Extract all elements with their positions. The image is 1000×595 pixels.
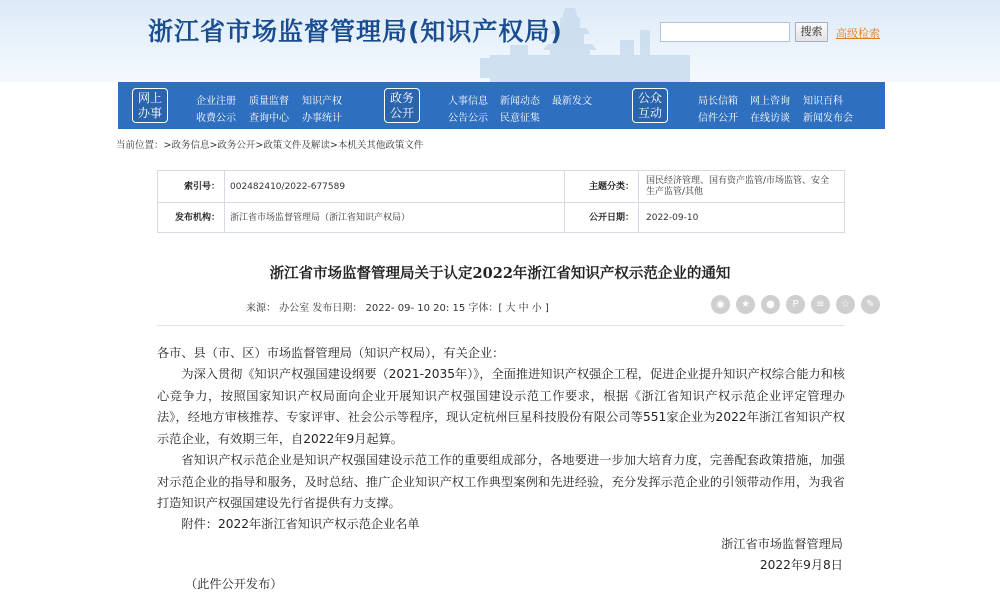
nav-link-director-mailbox[interactable]: 局长信箱 xyxy=(698,96,738,107)
nav-link-quality-supervision[interactable]: 质量监督 xyxy=(249,96,289,107)
site-title: 浙江省市场监督管理局(知识产权局) xyxy=(148,17,563,46)
attachment-link[interactable]: 附件：2022年浙江省知识产权示范企业名单 xyxy=(181,517,420,531)
nav-link-latest-documents[interactable]: 最新发文 xyxy=(552,96,592,107)
signature-org: 浙江省市场监督管理局 xyxy=(721,537,843,551)
wechat-icon[interactable]: ● xyxy=(761,295,780,314)
nav-link-online-consultation[interactable]: 网上咨询 xyxy=(750,96,790,107)
document-info-table xyxy=(157,170,845,233)
nav-link-personnel-info[interactable]: 人事信息 xyxy=(448,96,488,107)
publication-note: （此件公开发布） xyxy=(185,577,283,591)
article-salutation: 各市、县（市、区）市场监督管理局（知识产权局），有关企业： xyxy=(157,346,505,360)
bookmark-icon[interactable]: ✎ xyxy=(861,295,880,314)
topic-category-label: 主题分类： xyxy=(588,182,634,192)
breadcrumb[interactable]: 当前位置：>政务信息>政务公开>政策文件及解读>本机关其他政策文件 xyxy=(116,140,424,151)
article-paragraph-2: 省知识产权示范企业是知识产权强国建设示范工作的重要组成部分，各地要进一步加大培育力度，完善配套政策措施，加强对示范企业的指导和服务，及时总结、推广企业知识产权工作典型案例和先进经验，充分发挥示范企业的引领带动作用，为我省打造知识产权强国建设先行省提供有力支撑。 xyxy=(157,453,845,510)
publish-date-value: 2022-09-10 xyxy=(646,213,699,223)
nav-link-service-statistics[interactable]: 办事统计 xyxy=(302,113,342,124)
nav-link-press-conference[interactable]: 新闻发布会 xyxy=(803,113,853,124)
header-banner xyxy=(0,0,1000,82)
publish-date-label: 公开日期： xyxy=(588,213,634,223)
article-paragraph-1: 为深入贯彻《知识产权强国建设纲要（2021-2035年）》，全面推进知识产权强企工程，促进企业提升知识产权综合能力和核心竞争力，按照国家知识产权局面向企业开展知识产权强国建设示范工作要求，根据《浙江省知识产权示范企业评定管理办法》，经地方审核推荐、专家评审、社会公示等程序，现认定杭州巨星科技股份有限公司等551家企业为2022年浙江省知识产权示范企业，有效期三年，自2022年9月起算。 xyxy=(157,367,845,446)
nav-link-online-interview[interactable]: 在线访谈 xyxy=(750,113,790,124)
topic-category-value: 国民经济管理、国有资产监管/市场监管、安全生产监管/其他 xyxy=(646,176,830,197)
table-divider xyxy=(224,171,225,232)
nav-link-announcements[interactable]: 公告公示 xyxy=(448,113,488,124)
qzone-icon[interactable]: ★ xyxy=(736,295,755,314)
nav-link-query-center[interactable]: 查询中心 xyxy=(249,113,289,124)
weibo-icon[interactable]: ◉ xyxy=(711,295,730,314)
nav-link-fee-disclosure[interactable]: 收费公示 xyxy=(196,113,236,124)
index-number-label: 索引号： xyxy=(183,182,220,192)
meta-divider xyxy=(157,325,845,326)
advanced-search-link[interactable]: 高级检索 xyxy=(836,27,880,40)
nav-link-news[interactable]: 新闻动态 xyxy=(500,96,540,107)
nav-link-enterprise-registration[interactable]: 企业注册 xyxy=(196,96,236,107)
nav-link-public-letters[interactable]: 信件公开 xyxy=(698,113,738,124)
article-title: 浙江省市场监督管理局关于认定2022年浙江省知识产权示范企业的通知 xyxy=(269,265,731,282)
signature-date: 2022年9月8日 xyxy=(759,558,843,572)
nav-badge-public-interaction[interactable]: 公众互动 xyxy=(632,88,668,123)
index-number-value: 002482410/2022-677589 xyxy=(230,182,346,192)
nav-link-public-opinion[interactable]: 民意征集 xyxy=(500,113,540,124)
article-meta: 来源： 办公室 发布日期： 2022- 09- 10 20: 15 字体：[ 大 中 小 ] xyxy=(246,303,549,314)
star-icon[interactable]: ☆ xyxy=(836,295,855,314)
nav-link-intellectual-property[interactable]: 知识产权 xyxy=(302,96,342,107)
nav-link-knowledge-base[interactable]: 知识百科 xyxy=(803,96,843,107)
pinterest-icon[interactable]: P xyxy=(786,295,805,314)
search-input[interactable] xyxy=(660,22,790,42)
nav-badge-online-service[interactable]: 网上办事 xyxy=(132,88,168,123)
main-navbar xyxy=(118,82,885,129)
table-divider xyxy=(638,171,639,232)
douban-icon[interactable]: ≡ xyxy=(811,295,830,314)
publisher-value: 浙江省市场监督管理局（浙江省知识产权局） xyxy=(230,213,411,223)
search-button[interactable]: 搜索 xyxy=(795,22,828,42)
table-divider xyxy=(158,202,844,203)
nav-badge-government-affairs[interactable]: 政务公开 xyxy=(384,88,420,123)
publisher-label: 发布机构： xyxy=(174,213,220,223)
